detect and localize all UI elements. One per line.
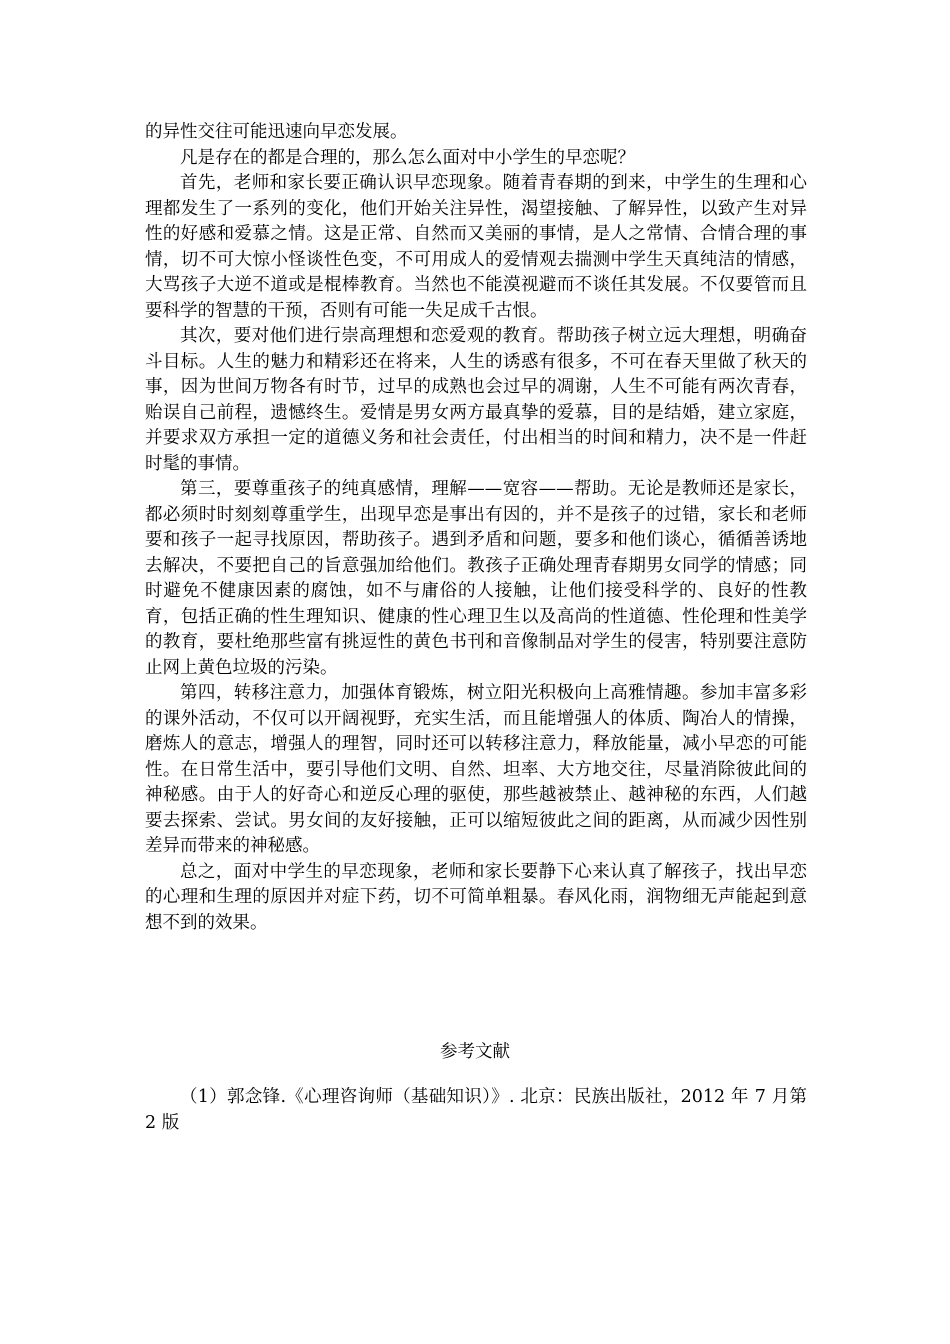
references-heading: 参考文献 [440, 1042, 510, 1062]
references-list [145, 1085, 807, 1136]
reference-item: （1）郭念锋.《心理咨询师（基础知识）》. 北京：民族出版社，2012 年 7 月第 2 版 [145, 1087, 807, 1133]
paragraph-second: 其次，要对他们进行崇高理想和恋爱观的教育。帮助孩子树立远大理想，明确奋斗目标。人生的魅力和精彩还在将来，人生的诱惑有很多，不可在春天里做了秋天的事，因为世间万物各有时节，过早的成熟也会过早的凋谢，人生不可能有两次青春，贻误自己前程，遗憾终生。爱情是男女两方最真挚的爱慕，目的是结婚，建立家庭，并要求双方承担一定的道德义务和社会责任，付出相当的时间和精力，决不是一件赶时髦的事情。 [145, 326, 807, 474]
paragraph-question: 凡是存在的都是合理的，那么怎么面对中小学生的早恋呢？ [180, 147, 635, 168]
body-text [145, 120, 807, 936]
paragraph-continuation: 的异性交往可能迅速向早恋发展。 [145, 122, 408, 142]
paragraph-third: 第三，要尊重孩子的纯真感情，理解——宽容——帮助。无论是教师还是家长，都必须时时刻刻尊重学生，出现早恋是事出有因的，并不是孩子的过错，家长和老师要和孩子一起寻找原因，帮助孩子。遇到矛盾和问题，要多和他们谈心，循循善诱地去解决，不要把自己的旨意强加给他们。教孩子正确处理青春期男女同学的情感；同时避免不健康因素的腐蚀，如不与庸俗的人接触，让他们接受科学的、良好的性教育，包括正确的性生理知识、健康的性心理卫生以及高尚的性道德、性伦理和性美学的教育，要杜绝那些富有挑逗性的黄色书刊和音像制品对学生的侵害，特别要注意防止网上黄色垃圾的污染。 [145, 479, 807, 678]
paragraph-fourth: 第四，转移注意力，加强体育锻炼，树立阳光积极向上高雅情趣。参加丰富多彩的课外活动，不仅可以开阔视野，充实生活，而且能增强人的体质、陶冶人的情操，磨炼人的意志，增强人的理智，同时还可以转移注意力，释放能量，减小早恋的可能性。在日常生活中，要引导他们文明、自然、坦率、大方地交往，尽量消除彼此间的神秘感。由于人的好奇心和逆反心理的驱使，那些越被禁止、越神秘的东西，人们越要去探索、尝试。男女间的友好接触，正可以缩短彼此之间的距离，从而减少因性别差异而带来的神秘感。 [145, 683, 807, 856]
paragraph-first: 首先，老师和家长要正确认识早恋现象。随着青春期的到来，中学生的生理和心理都发生了一系列的变化，他们开始关注异性，渴望接触、了解异性，以致产生对异性的好感和爱慕之情。这是正常、自然而又美丽的事情，是人之常情、合情合理的事情，切不可大惊小怪谈性色变，不可用成人的爱情观去揣测中学生天真纯洁的情感，大骂孩子大逆不道或是棍棒教育。当然也不能漠视避而不谈任其发展。不仅要管而且要科学的智慧的干预，否则有可能一失足成千古恨。 [145, 173, 807, 321]
paragraph-conclusion: 总之，面对中学生的早恋现象，老师和家长要静下心来认真了解孩子，找出早恋的心理和生理的原因并对症下药，切不可简单粗暴。春风化雨，润物细无声能起到意想不到的效果。 [145, 861, 807, 933]
